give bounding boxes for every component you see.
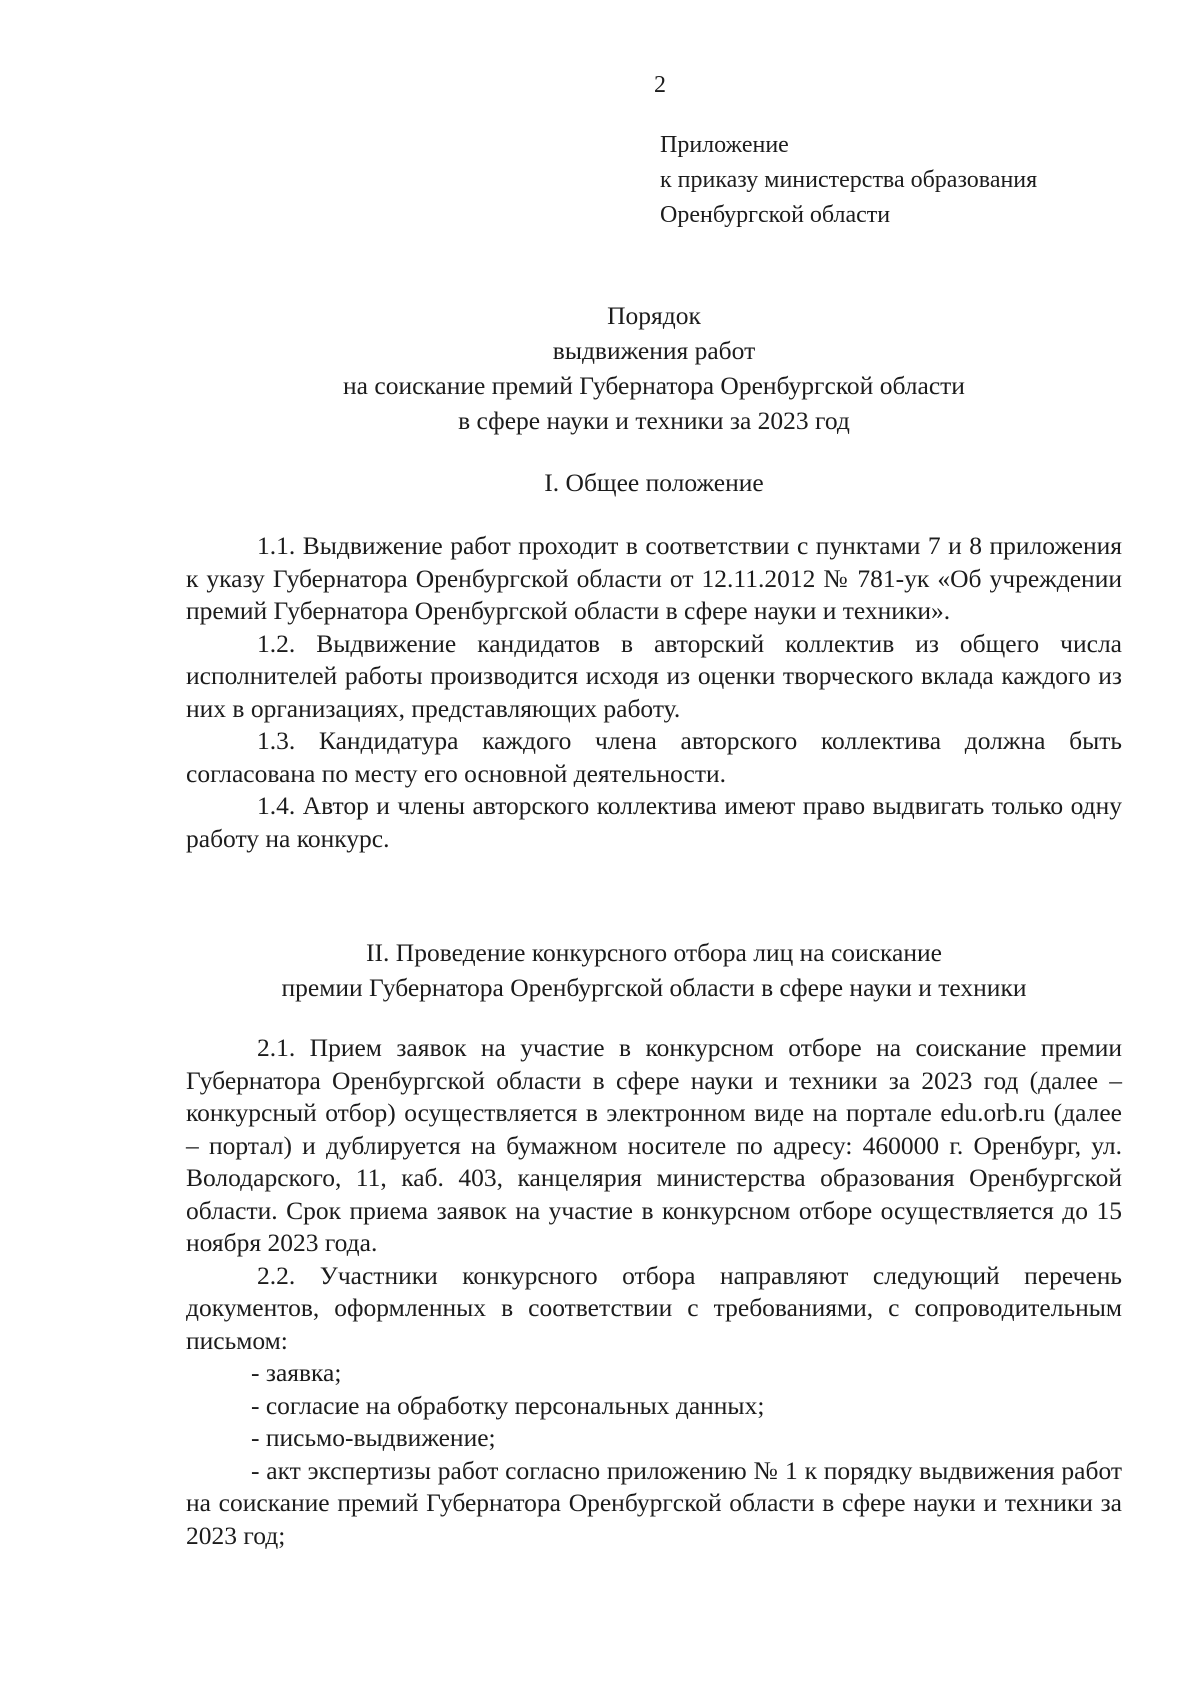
section-2-heading-line-1: II. Проведение конкурсного отбора лиц на соискание [366, 938, 942, 967]
section-2-body [186, 1032, 1122, 1552]
page-number: 2 [654, 72, 666, 98]
list-item: - акт экспертизы работ согласно приложению № 1 к порядку выдвижения работ на соискание премий Губернатора Оренбургской области в сфере науки и техники за 2023 год; [186, 1455, 1122, 1550]
list-item: - письмо-выдвижение; [251, 1423, 496, 1452]
section-2-heading-line-2: премии Губернатора Оренбургской области в сфере науки и техники [281, 973, 1027, 1002]
document-title [186, 298, 1122, 438]
appendix-line-2: к приказу министерства образования [660, 167, 1038, 193]
title-line-1: Порядок [607, 301, 701, 330]
appendix-header [660, 128, 1037, 233]
paragraph-1-2: 1.2. Выдвижение кандидатов в авторский коллектив из общего числа исполнителей работы производится исходя из оценки творческого вклада каждого из них в организациях, представляющих работу. [186, 628, 1122, 723]
paragraph-2-2: 2.2. Участники конкурсного отбора направляют следующий перечень документов, оформленных в соответствии с требованиями, с сопроводительным письмом: [186, 1260, 1122, 1355]
paragraph-2-1: 2.1. Прием заявок на участие в конкурсном отборе на соискание премии Губернатора Оренбургской области в сфере науки и техники за 2023 год (далее – конкурсный отбор) осуществляется в электронном виде на портале edu.orb.ru (далее – портал) и дублируется на бумажном носителе по адресу: 460000 г. Оренбург, ул. Володарского, 11, каб. 403, канцелярия министерства образования Оренбургской области. Срок приема заявок на участие в конкурсном отборе осуществляется до 15 ноября 2023 года. [186, 1033, 1122, 1257]
paragraph-1-3: 1.3. Кандидатура каждого члена авторского коллектива должна быть согласована по месту его основной деятельности. [186, 726, 1122, 788]
section-2-heading [186, 935, 1122, 1005]
paragraph-1-4: 1.4. Автор и члены авторского коллектива имеют право выдвигать только одну работу на конкурс. [186, 791, 1122, 853]
paragraph-1-1: 1.1. Выдвижение работ проходит в соответствии с пунктами 7 и 8 приложения к указу Губернатора Оренбургской области от 12.11.2012 № 781-ук «Об учреждении премий Губернатора Оренбургской области в сфере науки и техники». [186, 531, 1122, 625]
title-line-2: выдвижения работ [552, 336, 756, 365]
title-line-3: на соискание премий Губернатора Оренбургской области [343, 371, 965, 400]
section-1-heading: I. Общее положение [544, 468, 764, 497]
appendix-line-3: Оренбургской области [660, 202, 891, 228]
list-item: - заявка; [251, 1358, 342, 1387]
section-1-body [186, 530, 1122, 855]
appendix-line-1: Приложение [660, 132, 789, 158]
list-item: - согласие на обработку персональных данных; [251, 1390, 765, 1420]
title-line-4: в сфере науки и техники за 2023 год [458, 406, 850, 435]
